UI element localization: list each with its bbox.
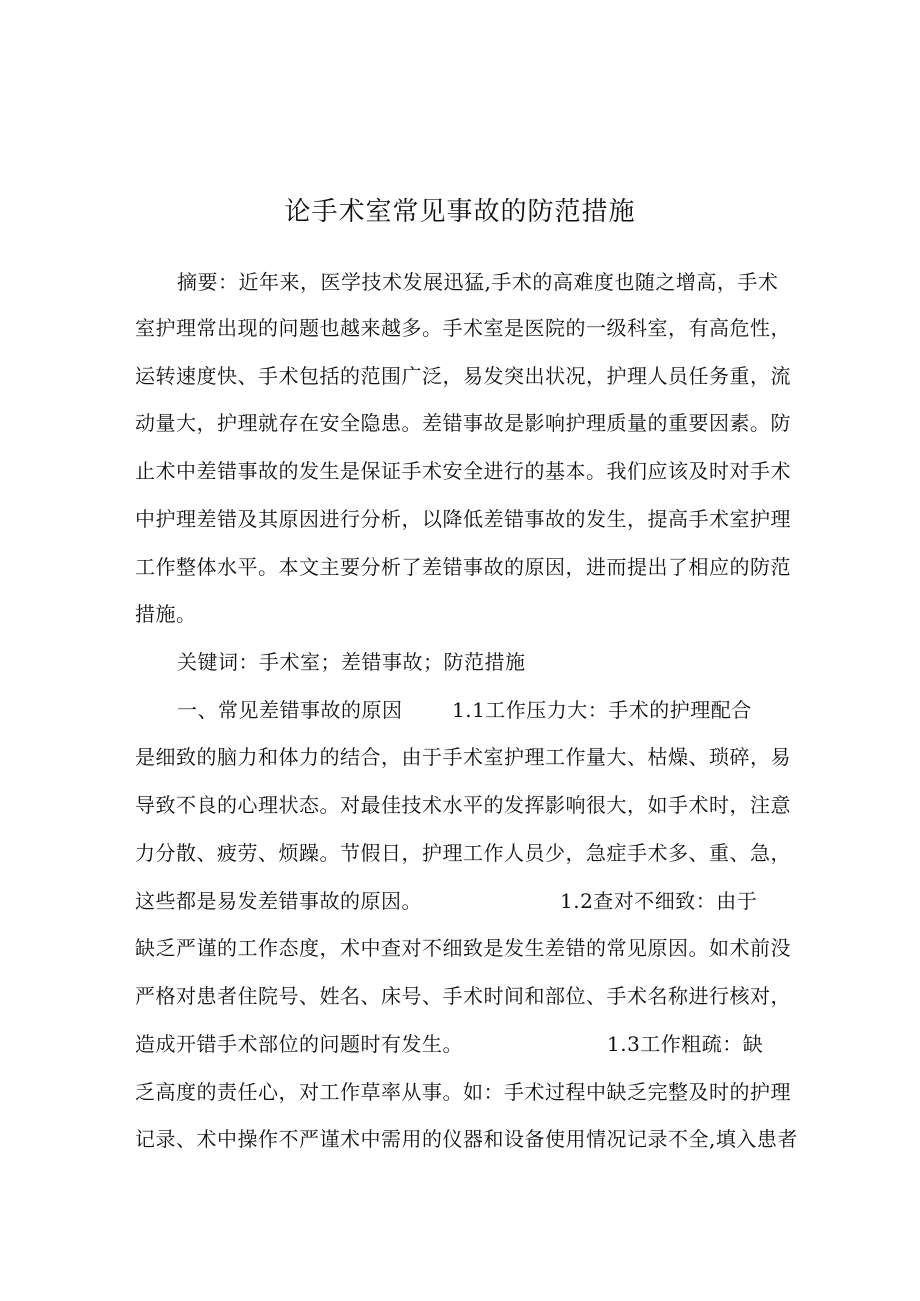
body-line: 导致不良的心理状态。对最佳技术水平的发挥影响很大，如手术时，注意	[135, 793, 791, 817]
section-heading: 一、常见差错事故的原因	[177, 698, 403, 722]
abstract-line: 止术中差错事故的发生是保证手术安全进行的基本。我们应该及时对手术	[135, 459, 791, 483]
abstract-line: 动量大，护理就存在安全隐患。差错事故是影响护理质量的重要因素。防	[135, 411, 791, 435]
body-line: 力分散、疲劳、烦躁。节假日，护理工作人员少，急症手术多、重、急，	[135, 841, 791, 865]
abstract-line: 运转速度快、手术包括的范围广泛，易发突出状况，护理人员任务重，流	[135, 364, 791, 388]
body-line: 严格对患者住院号、姓名、床号、手术时间和部位、手术名称进行核对，	[135, 984, 791, 1008]
abstract-line: 摘要：近年来，医学技术发展迅猛,手术的高难度也随之增高，手术	[177, 270, 779, 294]
subsection-1-3-head: 1.3工作粗疏：缺	[607, 1032, 764, 1056]
abstract-line: 措施。	[135, 602, 197, 626]
subsection-1-2-head: 1.2查对不细致：由于	[560, 889, 758, 913]
body-line: 是细致的脑力和体力的结合，由于手术室护理工作量大、枯燥、琐碎，易	[135, 745, 791, 769]
subsection-1-1-head: 1.1工作压力大：手术的护理配合	[452, 698, 752, 722]
abstract-line: 室护理常出现的问题也越来越多。手术室是医院的一级科室，有高危性，	[135, 316, 791, 340]
body-line: 乏高度的责任心，对工作草率从事。如：手术过程中缺乏完整及时的护理	[135, 1080, 791, 1104]
document-title: 论手术室常见事故的防范措施	[284, 197, 636, 227]
body-line: 造成开错手术部位的问题时有发生。	[135, 1032, 463, 1056]
abstract-line: 中护理差错及其原因进行分析，以降低差错事故的发生，提高手术室护理	[135, 507, 791, 531]
keywords-line: 关键词：手术室；差错事故；防范措施	[177, 650, 526, 674]
body-line: 记录、术中操作不严谨术中需用的仪器和设备使用情况记录不全,填入患者	[135, 1127, 798, 1151]
body-line: 这些都是易发差错事故的原因。	[135, 889, 422, 913]
body-line: 缺乏严谨的工作态度，术中查对不细致是发生差错的常见原因。如术前没	[135, 936, 791, 960]
abstract-line: 工作整体水平。本文主要分析了差错事故的原因，进而提出了相应的防范	[135, 555, 791, 579]
